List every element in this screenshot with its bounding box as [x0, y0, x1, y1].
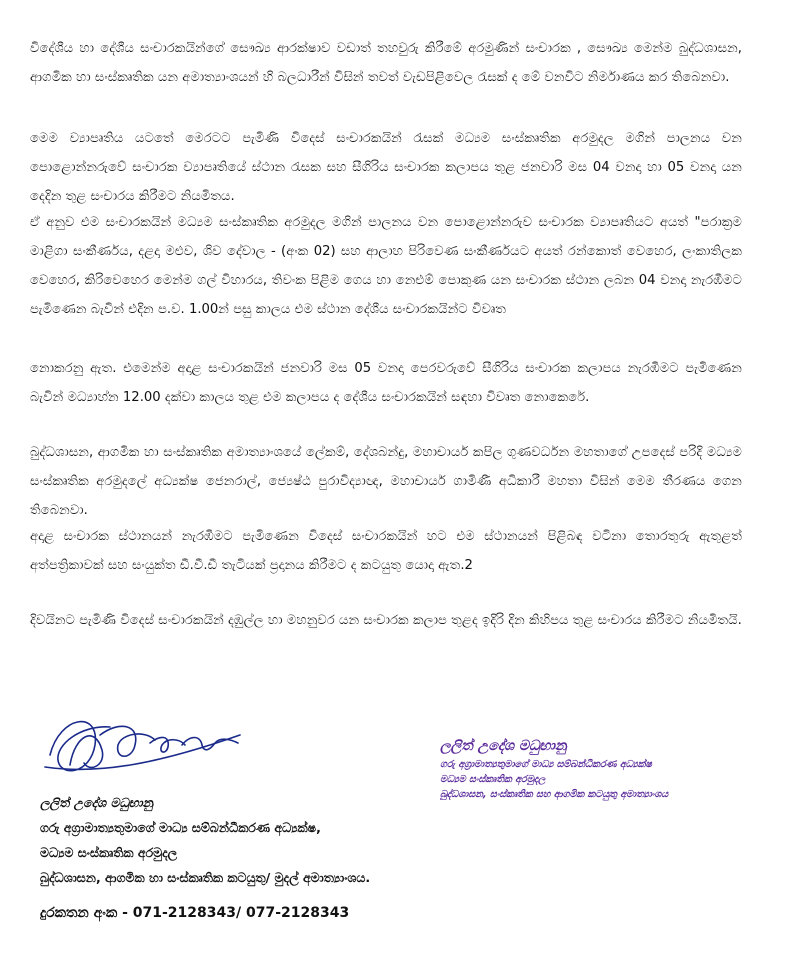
handwritten-signature — [40, 705, 260, 785]
signatory-ministry: බුද්ධශාසන, ආගමික හා සංස්කෘතික කටයුතු/ මුදල් අමාත්‍යාංශය. — [40, 870, 371, 885]
paragraph-3: ඒ අනුව එම සංචාරකයින් මධ්‍යම සංස්කෘතික අරමුදල මගින් පාලනය වන පොළොන්නරුව සංචාරක ව්‍යාපෘතියට අයත් "පරාක්‍රම මාළිගා සංකීර්ණය, දළදා මළුව, ශිව දේවාල - (අංක 02) සහ ආලාහ පිරිවෙණ සංකීර්ණයට අයත් රන්කොත් වෙහෙර, ලංකාතිලක වෙහෙර, කිරිවෙහෙර මෙන්ම ගල් විහාරය, තිවංක පිළිම ගෙය හා නෙළුම් පොකුණ යන සංචාරක ස්ථාන ලබන 04 වනදා නැරඹීමට පැමිණෙන බැවින් එදින ප.ව. 1.00න් පසු කාලය එම ස්ථාන දේශීය සංචාරකයින්ට විවෘත — [30, 215, 742, 317]
signatory-organization: මධ්‍යම සංස්කෘතික අරමුදල — [40, 845, 178, 860]
stamp-name: ලලිත් උදේශ මධුභානු — [440, 738, 567, 754]
phone-numbers: දුරකතන අංක - 071-2128343/ 077-2128343 — [40, 905, 350, 921]
paragraph-5: බුද්ධශාසන, ආගමික හා සංස්කෘතික අමාත්‍යාංශයේ ලේකම්, දේශබන්දු, මහාචාර්ය කපිල ගුණවර්ධන මහතාගේ උපදෙස් පරිදි මධ්‍යම සංස්කෘතික අරමුදලේ අධ්‍යක්ෂ ජෙනරාල්, ජ්‍යෙෂ්ඨ පුරාවිද්‍යාඥ, මහාචාර්ය ගාමිණී අධිකාරී මහතා විසින් මෙම තීරණය ගෙන තිබෙනවා. — [30, 445, 742, 518]
paragraph-7: දිවයිනට පැමිණි විදෙස් සංචාරකයින් දඹුල්ල හා මහනුවර යන සංචාරක කලාප තුළද ඉදිරි දින කිහිපය තුළ සංචාරය කිරීමට නියමිතයි. — [30, 613, 742, 628]
paragraph-6: අදාළ සංචාරක ස්ථානයන් නැරඹීමට පැමිණෙන විදෙස් සංචාරකයින් හට එම ස්ථානයන් පිළිබඳ වටිනා තොරතුරු ඇතුළත් අත්පත්‍රිකාවක් සහ සංයුක්ත ඩී.වී.ඩී තැටියක් ප්‍රදානය කිරීමට ද කටයුතු යොදා ඇත.2 — [30, 529, 742, 573]
stamp-ministry: බුද්ධශාසන, සංස්කෘතික සහ ආගමික කටයුතු අමාත්‍යාංශය — [440, 789, 669, 800]
paragraph-1: විදේශීය හා දේශීය සංචාරකයින්ගේ සෞඛ්‍ය ආරක්ෂාව වඩාත් තහවුරු කිරීමේ අරමුණින් සංචාරක , සෞඛ්‍ය මෙන්ම බුද්ධශාසන, ආගමික හා සංස්කෘතික යන අමාත්‍යාංශයන් හි බලධාරීන් විසින් තවත් වැඩපිළිවෙල රැසක් ද මේ වනවිට නිර්මාණය කර තිබෙනවා. — [30, 41, 742, 85]
paragraph-2: මෙම ව්‍යාපෘතිය යටතේ මෙරටට පැමිණි විදෙස් සංචාරකයින් රැසක් මධ්‍යම සංස්කෘතික අරමුදල මගින් පාලනය වන පොළොන්නරුවේ සංචාරක ව්‍යාපෘතියේ ස්ථාන රැසක සහ සීගිරිය සංචාරක කලාපය තුළ ජනවාරි මස 04 වනදා හා 05 වනදා යන දෙදින තුළ සංචාරය කිරීමට නියමිතය. — [30, 131, 742, 204]
signatory-name: ලලිත් උදේශ මධුභානු — [40, 795, 153, 810]
signatory-block — [40, 790, 370, 890]
paragraph-4: නොකරනු ඇත. එමෙන්ම අදාළ සංචාරකයින් ජනවාරි මස 05 වනදා පෙරවරුවේ සීගිරිය සංචාරක කලාපය නැරඹීමට පැමිණෙන බැවින් මධ්‍යාහ්න 12.00 දක්වා කාලය තුළ එම කලාපය ද දේශීය සංචාරකයින් සඳහා විවෘත නොකෙරේ. — [30, 361, 742, 405]
stamp-title: ගරු අග්‍රාමාත්‍යතුමාගේ මාධ්‍ය සම්බන්ධීකරණ අධ්‍යක්ෂ — [440, 759, 652, 770]
signatory-title: ගරු අග්‍රාමාත්‍යතුමාගේ මාධ්‍ය සම්බන්ධීකරණ අධ්‍යක්ෂ, — [40, 820, 321, 835]
stamp-organization: මධ්‍යම සංස්කෘතික අරමුදල — [440, 774, 546, 785]
official-stamp — [440, 735, 668, 802]
